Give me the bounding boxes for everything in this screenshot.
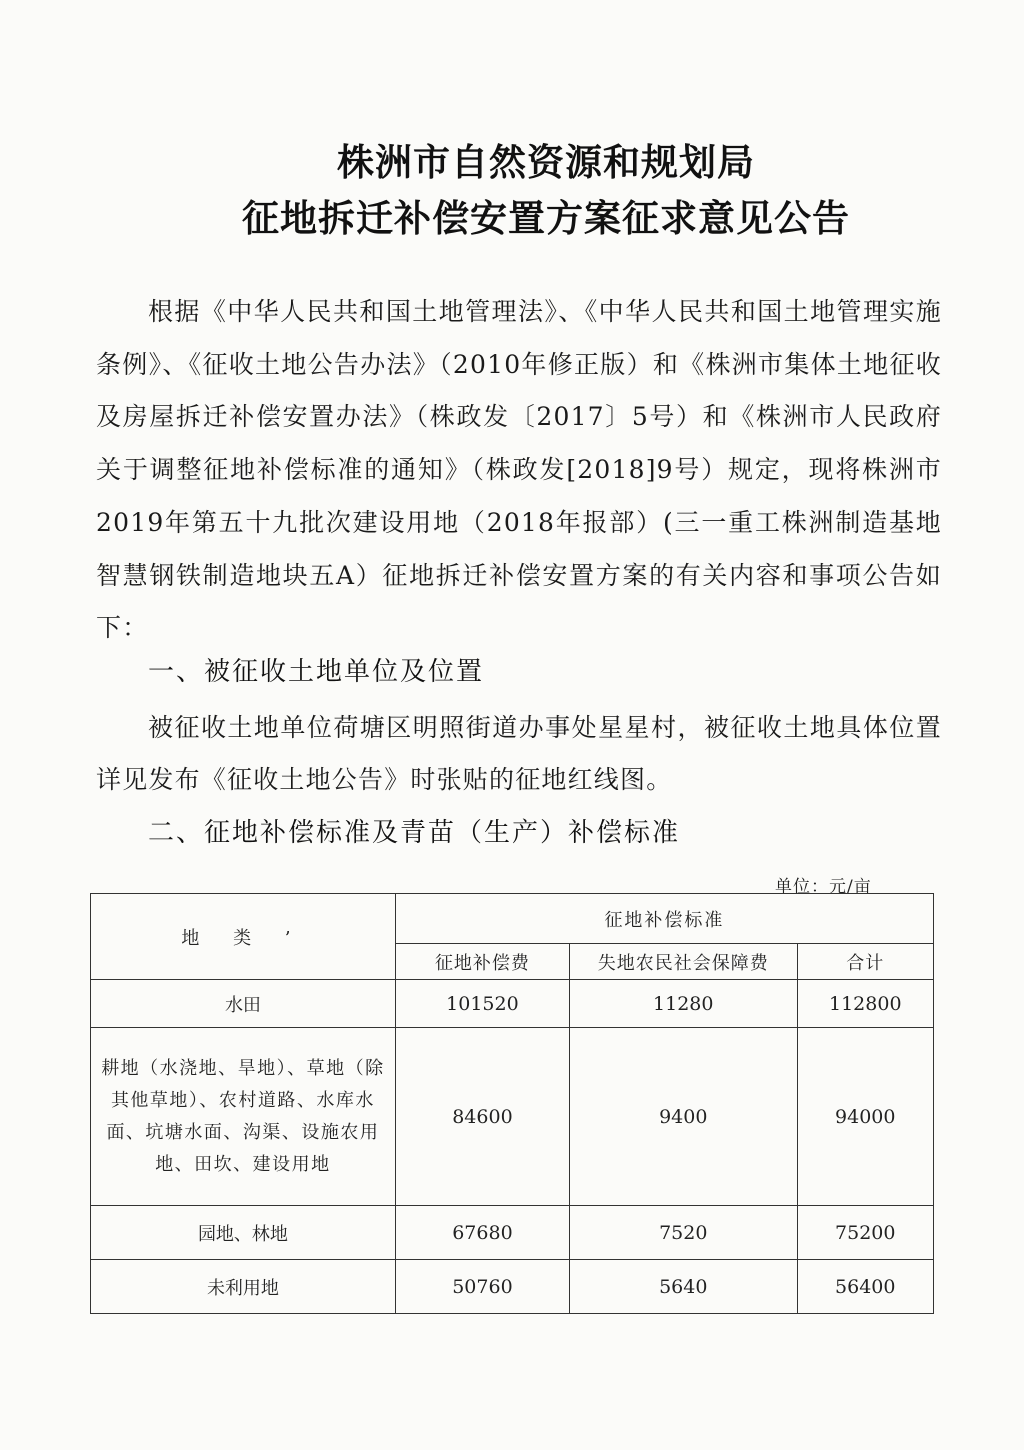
cell-fee: 84600	[395, 1028, 569, 1206]
cell-total: 94000	[797, 1028, 933, 1206]
cell-security: 11280	[570, 980, 798, 1028]
document-title-line2: 征地拆迁补偿安置方案征求意见公告	[242, 196, 850, 240]
intro-paragraph: 根据《中华人民共和国土地管理法》、《中华人民共和国土地管理实施条例》、《征收土地公告办法》（2010年修正版）和《株洲市集体土地征收及房屋拆迁补偿安置办法》（株政发〔2017〕5号）和《株洲市人民政府关于调整征地补偿标准的通知》（株政发[2018]9号）规定，现将株洲市2019年第五十九批次建设用地（2018年报部）(三一重工株洲制造基地智慧钢铁制造地块五A）征地拆迁补偿安置方案的有关内容和事项公告如下：	[96, 297, 942, 643]
cell-land-type: 园地、林地	[91, 1206, 396, 1260]
table-row	[91, 1206, 934, 1260]
cell-total: 56400	[797, 1260, 933, 1314]
unit-label: 单位：元/亩	[775, 877, 872, 897]
cell-total: 75200	[797, 1206, 933, 1260]
cell-security: 7520	[570, 1206, 798, 1260]
cell-security: 9400	[570, 1028, 798, 1206]
column-header-total: 合计	[797, 944, 933, 980]
section1-heading: 一、被征收土地单位及位置	[148, 657, 485, 687]
cell-security: 5640	[570, 1260, 798, 1314]
document-title-line1: 株洲市自然资源和规划局	[337, 140, 755, 184]
cell-total: 112800	[797, 980, 933, 1028]
column-group-header: 征地补偿标准	[395, 894, 933, 944]
cell-fee: 50760	[395, 1260, 569, 1314]
cell-land-type: 耕地（水浇地、旱地）、草地（除其他草地）、农村道路、水库水面、坑塘水面、沟渠、设施农用地、田坎、建设用地	[91, 1028, 396, 1206]
section1-body: 被征收土地单位荷塘区明照街道办事处星星村，被征收土地具体位置详见发布《征收土地公告》时张贴的征地红线图。	[96, 713, 942, 794]
cell-land-type: 未利用地	[91, 1260, 396, 1314]
cell-fee: 101520	[395, 980, 569, 1028]
column-header-land-type: 地 类 ’	[91, 894, 396, 980]
cell-fee: 67680	[395, 1206, 569, 1260]
column-header-security: 失地农民社会保障费	[570, 944, 798, 980]
table-row	[91, 1028, 934, 1206]
table-row	[91, 1260, 934, 1314]
column-header-fee: 征地补偿费	[395, 944, 569, 980]
cell-land-type: 水田	[91, 980, 396, 1028]
table-row	[91, 980, 934, 1028]
section2-heading: 二、征地补偿标准及青苗（生产）补偿标准	[148, 818, 681, 848]
compensation-table	[90, 893, 934, 1314]
